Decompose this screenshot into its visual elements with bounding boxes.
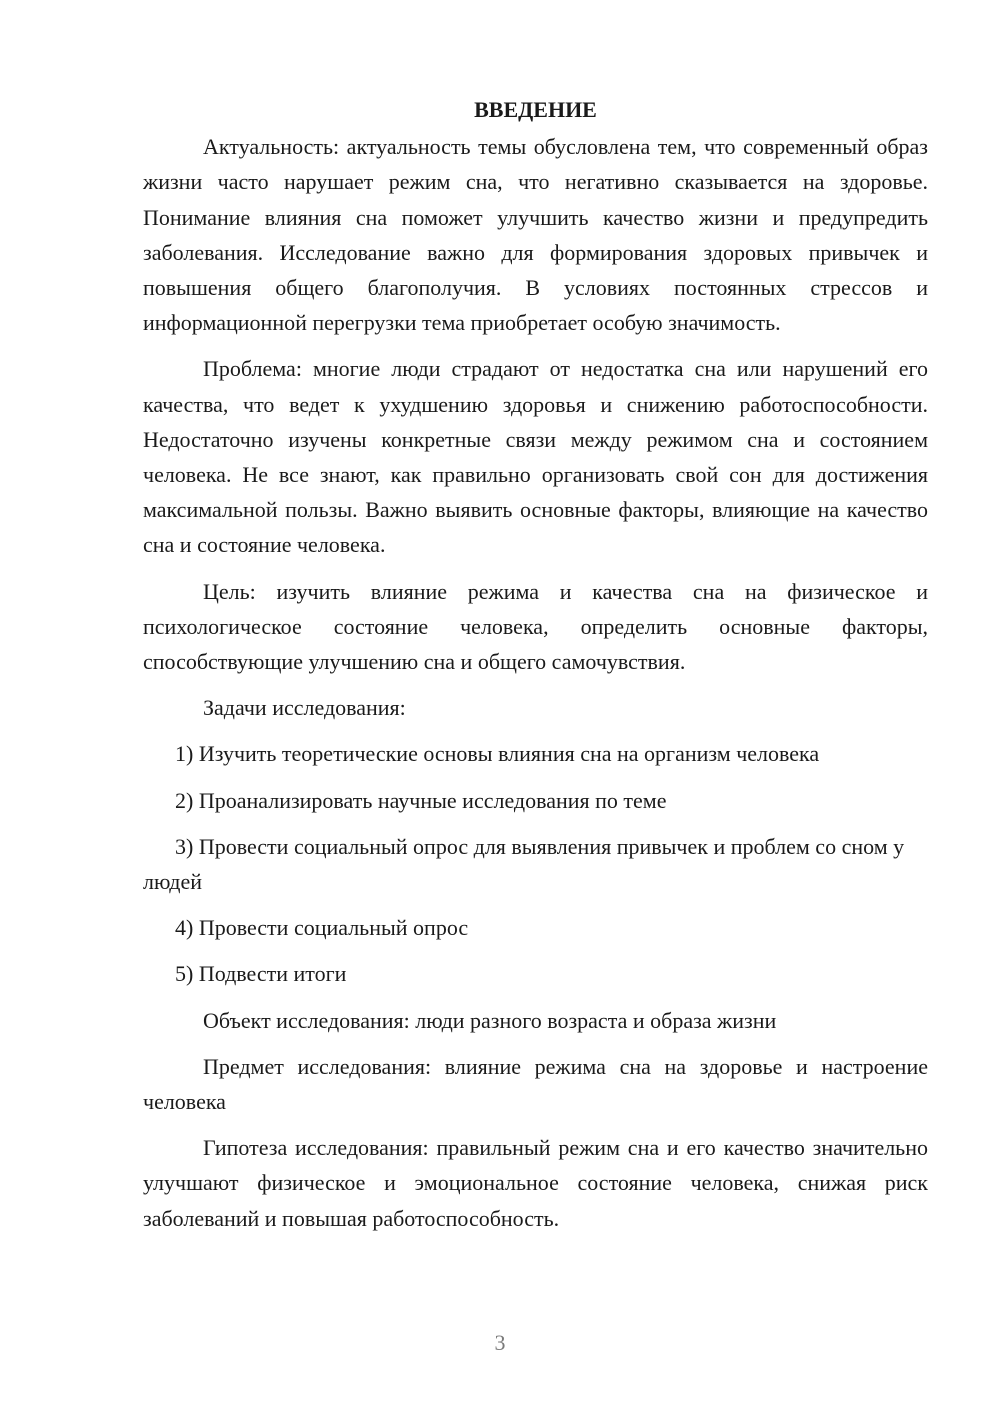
task-item: 2) Проанализировать научные исследования по теме: [175, 787, 667, 813]
task-item: 4) Провести социальный опрос: [175, 915, 469, 941]
section-title: ВВЕДЕНИЕ: [474, 97, 597, 122]
goal-paragraph: Цель: изучить влияние режима и качества сна на физическое и психологическое состояние человека, определить основные факторы, способствующие улучшению сна и общего самочувствия.: [143, 578, 928, 675]
task-item: 5) Подвести итоги: [175, 961, 347, 987]
page-content: [143, 92, 928, 1236]
object-paragraph: Объект исследования: люди разного возраста и образа жизни: [203, 1007, 777, 1033]
problem-paragraph: Проблема: многие люди страдают от недостатка сна или нарушений его качества, что ведет к ухудшению здоровья и снижению работоспособности. Недостаточно изучены конкретные связи между режимом сна и состоянием человека. Не все знают, как правильно организовать свой сон для достижения максимальной пользы. Важно выявить основные факторы, влияющие на качество сна и состояние человека.: [143, 356, 928, 558]
task-item: 3) Провести социальный опрос для выявления привычек и проблем со сном у людей: [143, 833, 905, 895]
page-number: 3: [494, 1330, 506, 1355]
relevance-paragraph: Актуальность: актуальность темы обусловлена тем, что современный образ жизни часто нарушает режим сна, что негативно сказывается на здоровье. Понимание влияния сна поможет улучшить качество жизни и предупредить заболевания. Исследование важно для формирования здоровых привычек и повышения общего благополучия. В условиях постоянных стрессов и информационной перегрузки тема приобретает особую значимость.: [143, 134, 928, 336]
subject-paragraph: Предмет исследования: влияние режима сна на здоровье и настроение человека: [143, 1053, 928, 1115]
tasks-heading: Задачи исследования:: [203, 695, 406, 721]
task-item: 1) Изучить теоретические основы влияния сна на организм человека: [175, 741, 820, 767]
hypothesis-paragraph: Гипотеза исследования: правильный режим сна и его качество значительно улучшают физическое и эмоциональное состояние человека, снижая риск заболеваний и повышая работоспособность.: [143, 1135, 928, 1231]
